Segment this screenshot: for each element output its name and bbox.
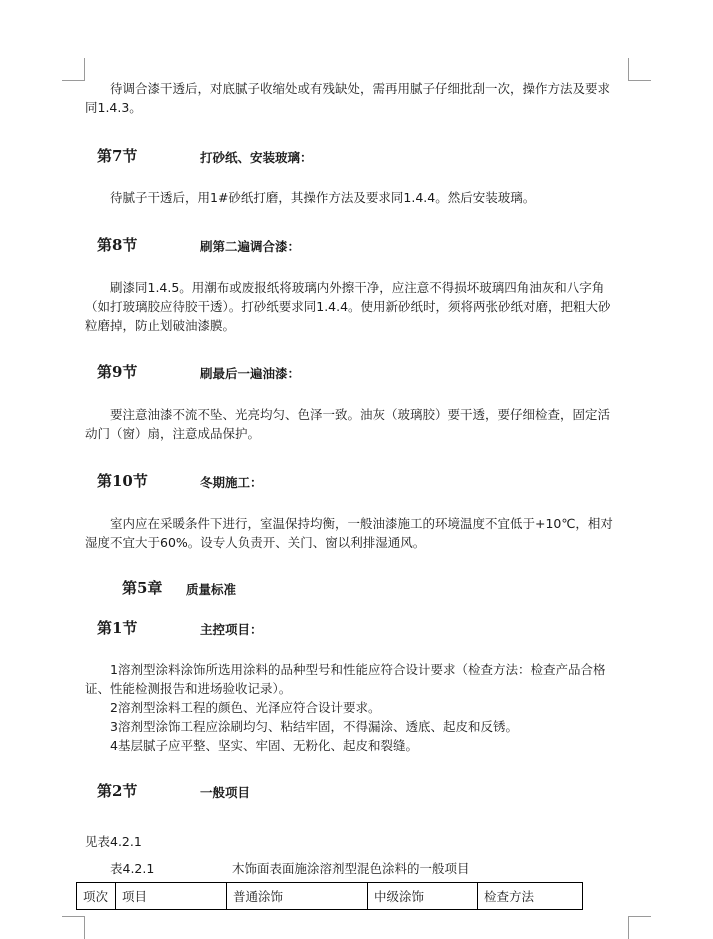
header-cell-intermediate: 中级涂饰 <box>368 883 478 910</box>
paragraph-sanding: 待腻子干透后，用1#砂纸打磨，其操作方法及要求同1.4.4。然后安装玻璃。 <box>110 190 536 205</box>
section-2-title: 一般项目 <box>200 785 251 800</box>
header-cell-standard: 普通涂饰 <box>227 883 368 910</box>
header-cell-item: 项目 <box>116 883 227 910</box>
page-corner-mark-top-right <box>628 58 651 81</box>
paragraph-second-putty: 待调合漆干透后，对底腻子收缩处或有残缺处，需再用腻子仔细批刮一次，操作方法及要求同1.4.3。 <box>85 81 611 115</box>
table-caption-title: 木饰面表面施涂溶剂型混色涂料的一般项目 <box>232 861 470 876</box>
page-corner-mark-bottom-right <box>628 916 651 939</box>
quality-table <box>76 882 583 910</box>
section-10-number: 第10节 <box>97 472 148 490</box>
paragraph-winter: 室内应在采暖条件下进行，室温保持均衡，一般油漆施工的环境温度不宜低于+10℃，相对湿度不宜大于60%。设专人负责开、关门、窗以利排湿通风。 <box>85 516 613 550</box>
main-item-1: 1溶剂型涂料涂饰所选用涂料的品种型号和性能应符合设计要求（检查方法：检查产品合格证、性能检测报告和进场验收记录）。 <box>85 662 606 696</box>
section-2-number: 第2节 <box>97 782 138 800</box>
header-cell-index: 项次 <box>77 883 116 910</box>
main-item-3: 3溶剂型涂饰工程应涂刷均匀、粘结牢固，不得漏涂、透底、起皮和反锈。 <box>110 719 518 734</box>
section-9-number: 第9节 <box>97 363 138 381</box>
page-corner-mark-bottom-left <box>62 916 85 939</box>
section-1-number: 第1节 <box>97 619 138 637</box>
section-9-title: 刷最后一遍油漆： <box>200 366 301 381</box>
table-reference: 见表4.2.1 <box>85 834 142 849</box>
section-7-title: 打砂纸、安装玻璃： <box>200 150 313 165</box>
page-corner-mark-top-left <box>62 58 85 81</box>
main-item-2: 2溶剂型涂料工程的颜色、光泽应符合设计要求。 <box>110 700 381 715</box>
chapter-5-title: 质量标准 <box>186 582 237 597</box>
paragraph-second-coat: 刷漆同1.4.5。用潮布或废报纸将玻璃内外擦干净，应注意不得损坏玻璃四角油灰和八字角（如打玻璃胶应待胶干透）。打砂纸要求同1.4.4。使用新砂纸时，须将两张砂纸对磨，把粗大砂粒磨掉，防止划破油漆膜。 <box>85 280 611 333</box>
section-10-title: 冬期施工： <box>200 475 263 490</box>
paragraph-final-coat: 要注意油漆不流不坠、光亮均匀、色泽一致。油灰（玻璃胶）要干透，要仔细检查，固定活动门（窗）扇，注意成品保护。 <box>85 407 611 441</box>
section-7-number: 第7节 <box>97 147 138 165</box>
section-8-title: 刷第二遍调合漆： <box>200 239 301 254</box>
main-item-4: 4基层腻子应平整、坚实、牢固、无粉化、起皮和裂缝。 <box>110 738 418 753</box>
table-caption-label: 表4.2.1 <box>110 861 155 876</box>
table-header-row <box>77 883 583 910</box>
section-1-title: 主控项目： <box>200 622 263 637</box>
chapter-5-number: 第5章 <box>122 579 163 597</box>
section-8-number: 第8节 <box>97 236 138 254</box>
header-cell-method: 检查方法 <box>478 883 583 910</box>
